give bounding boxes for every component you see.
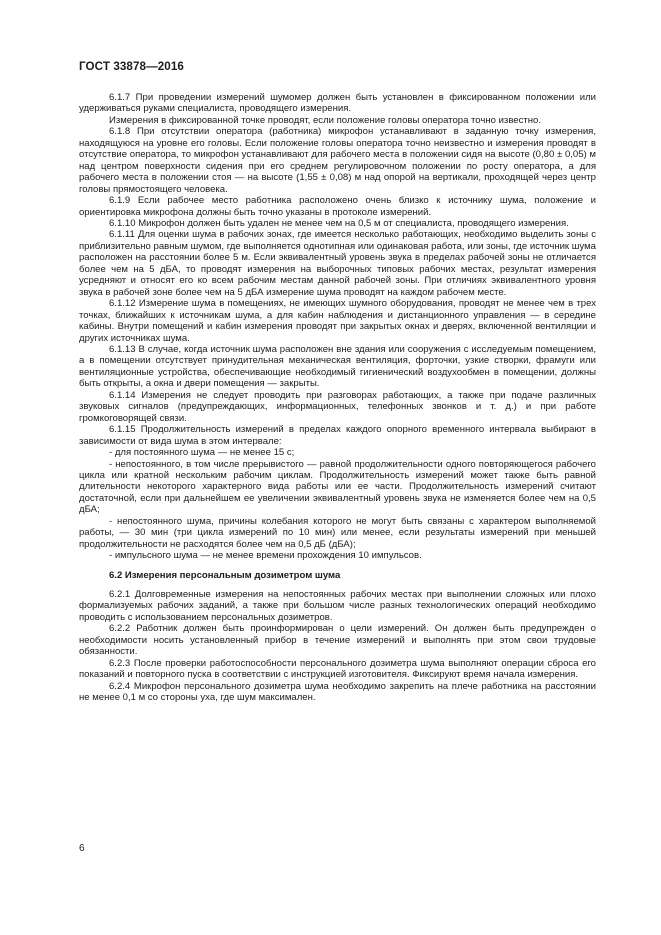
paragraph-6-2-2: 6.2.2 Работник должен быть проинформирован о цели измерений. Он должен быть предупрежден о необходимости носить установленный прибор в течение измерений и выполнять при этом свои трудовые обязанности. xyxy=(79,623,596,658)
paragraph-6-1-10: 6.1.10 Микрофон должен быть удален не менее чем на 0,5 м от специалиста, проводящего измерения. xyxy=(109,217,569,229)
paragraph-6-2-4: 6.2.4 Микрофон персонального дозиметра шума необходимо закрепить на плече работника на расстоянии не менее 0,1 м со стороны уха, где шум максимален. xyxy=(79,680,596,704)
page-number: 6 xyxy=(79,843,85,854)
paragraph-6-1-14: 6.1.14 Измерения не следует проводить при разговорах работающих, а также при подаче различных звуковых сигналов (предупреждающих, информационных, телефонных звонков и т. д.) и при работе громкоговорящей связи. xyxy=(79,389,596,424)
paragraph-6-1-15: 6.1.15 Продолжительность измерений в пределах каждого опорного временного интервала выбирают в зависимости от вида шума в этом интервале: xyxy=(79,424,596,447)
paragraph-6-2-1: 6.2.1 Долговременные измерения на непостоянных рабочих местах при выполнении сложных или плохо формализуемых рабочих заданий, а также при большом числе разных технологических операций необходимо проводить с использованием персональных дозиметров. xyxy=(79,589,596,623)
paragraph-6-1-8: 6.1.8 При отсутствии оператора (работника) микрофон устанавливают в заданную точку измерения, находящуюся на уровне его головы. Если положение головы оператора точно неизвестно и измерения проводят в отсутствие оператора, то микрофон устанавливают для рабочего места в положении сидя на высоте (0,80 ± 0,05) м над центром поверхности сидения при его среднем регулировочном положении по росту оператора, а для рабочего места в положении стоя — на высоте (1,55 ± 0,08) м над опорой на вертикали, проходящей через центр головы прямостоящего человека. xyxy=(79,126,596,195)
list-item-constant-noise: - для постоянного шума — не менее 15 с; xyxy=(109,447,295,459)
paragraph-6-1-11: 6.1.11 Для оценки шума в рабочих зонах, где имеется несколько работающих, необходимо выделить зоны с приблизительно равным шумом, где выполняется однотипная или одинаковая работа, или зоны, где источник шума расположен на расстоянии более 5 м. Если эквивалентный уровень звука в пределах рабочей зоны не отличается более чем на 5 дБА, то проводят измерения на выборочных типовых рабочих местах, результат измерения усредняют и относят его ко всем рабочим местам данной рабочей зоны. При отличиях эквивалентного уровня звука в рабочей зоне более чем на 5 дБА измерение шума проводят на каждом рабочем месте. xyxy=(79,229,596,298)
paragraph-6-1-12: 6.1.12 Измерение шума в помещениях, не имеющих шумного оборудования, проводят не менее чем в трех точках, ближайших к источникам шума, а для кабин наблюдения и дистанционного управления — в середине кабины. Внутри помещений и кабин измерения проводят при закрытых окнах и дверях, включенной вентиляции и других источниках шума. xyxy=(79,298,596,344)
list-item-non-constant-noise: - непостоянного, в том числе прерывистого — равной продолжительности одного повторяющегося рабочего цикла или кратной нескольким рабочим циклам. Продолжительность измерений может также быть равной длительности некоторого характерного вида работы или ее части. Продолжительность измерений считают достаточной, если при дальнейшем ее увеличении эквивалентный уровень звука не изменяется более чем на 0,5 дБА; xyxy=(79,458,596,516)
document-header: ГОСТ 33878—2016 xyxy=(79,60,184,73)
paragraph-6-2-3: 6.2.3 После проверки работоспособности персонального дозиметра шума выполняют операции сброса его показаний и повторного пуска в соответствии с инструкцией изготовителя. Фиксируют время начала измерения. xyxy=(79,657,596,681)
paragraph-fixed-point: Измерения в фиксированной точке проводят, если положение головы оператора точно известно. xyxy=(109,114,541,126)
paragraph-6-1-7: 6.1.7 При проведении измерений шумомер должен быть установлен в фиксированном положении или удерживаться руками специалиста, проводящего измерения. xyxy=(79,92,596,115)
list-item-fluctuating-noise: - непостоянного шума, причины колебания которого не могут быть связаны с характером выполняемой работы, — 30 мин (три цикла измерений по 10 мин) или менее, если результаты измерений при меньшей продолжительности не расходятся более чем на 0,5 дБ (дБА); xyxy=(79,515,596,550)
paragraph-6-1-13: 6.1.13 В случае, когда источник шума расположен вне здания или сооружения с исследуемым помещением, а в помещении отсутствует принудительная механическая вентиляция, форточки, узкие створки, фрамуги или вентиляционные устройства, обеспечивающие необходимый гигиенический воздухообмен в помещении, должны быть открыты, а окна и двери помещения — закрыты. xyxy=(79,343,596,390)
list-item-impulse-noise: - импульсного шума — не менее времени прохождения 10 импульсов. xyxy=(109,550,422,562)
paragraph-6-1-9: 6.1.9 Если рабочее место работника расположено очень близко к источнику шума, положение и ориентировка микрофона должны быть точно указаны в протоколе измерений. xyxy=(79,195,596,218)
section-title-6-2: 6.2 Измерения персональным дозиметром шума xyxy=(109,569,341,581)
document-body xyxy=(79,92,596,704)
